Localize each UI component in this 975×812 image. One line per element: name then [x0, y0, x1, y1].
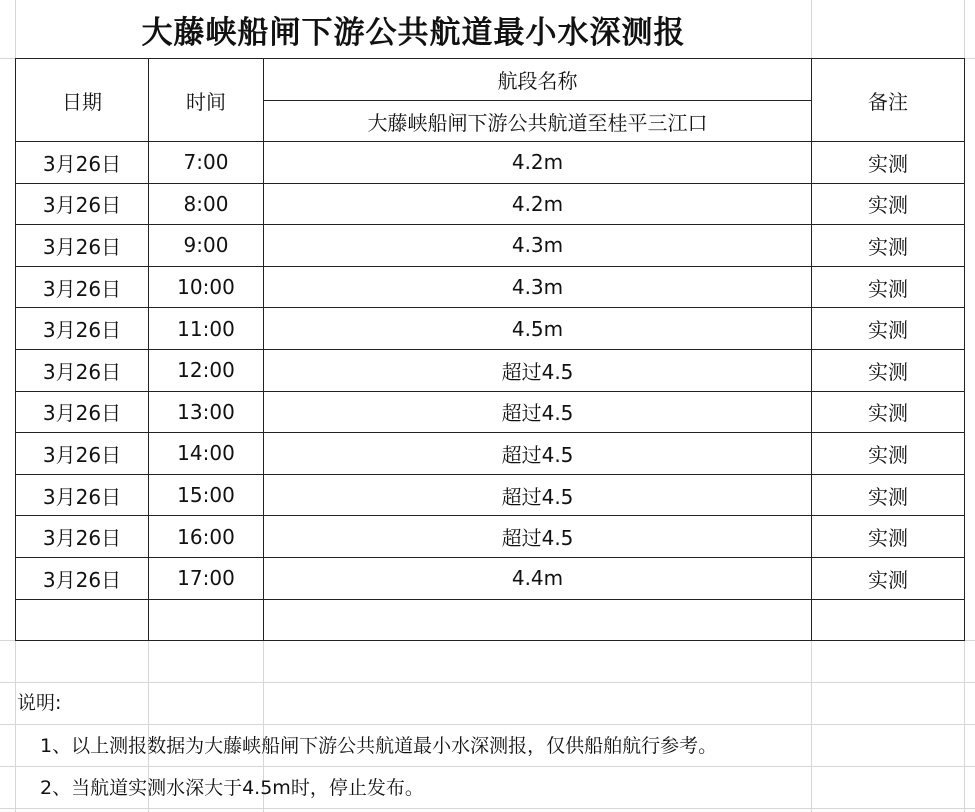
cell-date: 3月26日 [16, 474, 149, 516]
note-item-2: 2、当航道实测水深大于4.5m时，停止发布。 [40, 777, 424, 799]
table-row [16, 391, 965, 433]
cell-time: 17:00 [149, 557, 264, 599]
cell-remark: 实测 [812, 474, 965, 516]
cell-depth: 4.4m [264, 557, 812, 599]
cell-time [149, 599, 264, 641]
cell-date: 3月26日 [16, 225, 149, 267]
cell-depth: 超过4.5 [264, 516, 812, 558]
cell-remark: 实测 [812, 349, 965, 391]
cell-remark: 实测 [812, 557, 965, 599]
table-row [16, 225, 965, 267]
cell-date: 3月26日 [16, 183, 149, 225]
cell-depth: 4.3m [264, 266, 812, 308]
table-row [16, 599, 965, 641]
cell-depth: 超过4.5 [264, 391, 812, 433]
cell-remark: 实测 [812, 516, 965, 558]
table-row [16, 433, 965, 475]
depth-report-table [15, 58, 965, 641]
cell-time: 9:00 [149, 225, 264, 267]
cell-time: 12:00 [149, 349, 264, 391]
cell-remark: 实测 [812, 433, 965, 475]
cell-time: 13:00 [149, 391, 264, 433]
cell-time: 8:00 [149, 183, 264, 225]
cell-depth: 4.2m [264, 183, 812, 225]
table-row [16, 557, 965, 599]
table-row [16, 474, 965, 516]
header-remark: 备注 [812, 59, 965, 142]
cell-depth: 4.3m [264, 225, 812, 267]
cell-depth: 4.5m [264, 308, 812, 350]
cell-time: 10:00 [149, 266, 264, 308]
cell-date: 3月26日 [16, 349, 149, 391]
cell-remark: 实测 [812, 391, 965, 433]
page-title: 大藤峡船闸下游公共航道最小水深测报 [16, 0, 811, 58]
cell-remark: 实测 [812, 225, 965, 267]
cell-time: 15:00 [149, 474, 264, 516]
header-date: 日期 [16, 59, 149, 142]
cell-time: 7:00 [149, 142, 264, 184]
header-section-name: 航段名称 [264, 59, 812, 101]
cell-date: 3月26日 [16, 516, 149, 558]
cell-remark: 实测 [812, 308, 965, 350]
notes-title: 说明: [17, 692, 62, 714]
cell-date: 3月26日 [16, 142, 149, 184]
header-section-value: 大藤峡船闸下游公共航道至桂平三江口 [264, 101, 812, 142]
cell-depth: 4.2m [264, 142, 812, 184]
table-row [16, 183, 965, 225]
cell-depth: 超过4.5 [264, 433, 812, 475]
table-row [16, 349, 965, 391]
cell-depth: 超过4.5 [264, 349, 812, 391]
cell-depth [264, 599, 812, 641]
cell-date [16, 599, 149, 641]
cell-date: 3月26日 [16, 308, 149, 350]
cell-remark: 实测 [812, 266, 965, 308]
table-row [16, 308, 965, 350]
cell-time: 14:00 [149, 433, 264, 475]
cell-date: 3月26日 [16, 433, 149, 475]
cell-time: 16:00 [149, 516, 264, 558]
table-row [16, 516, 965, 558]
cell-remark: 实测 [812, 142, 965, 184]
cell-date: 3月26日 [16, 391, 149, 433]
table-row [16, 142, 965, 184]
note-item-1: 1、以上测报数据为大藤峡船闸下游公共航道最小水深测报，仅供船舶航行参考。 [40, 735, 718, 757]
table-row [16, 266, 965, 308]
cell-depth: 超过4.5 [264, 474, 812, 516]
cell-date: 3月26日 [16, 557, 149, 599]
cell-remark [812, 599, 965, 641]
cell-remark: 实测 [812, 183, 965, 225]
header-time: 时间 [149, 59, 264, 142]
cell-date: 3月26日 [16, 266, 149, 308]
cell-time: 11:00 [149, 308, 264, 350]
